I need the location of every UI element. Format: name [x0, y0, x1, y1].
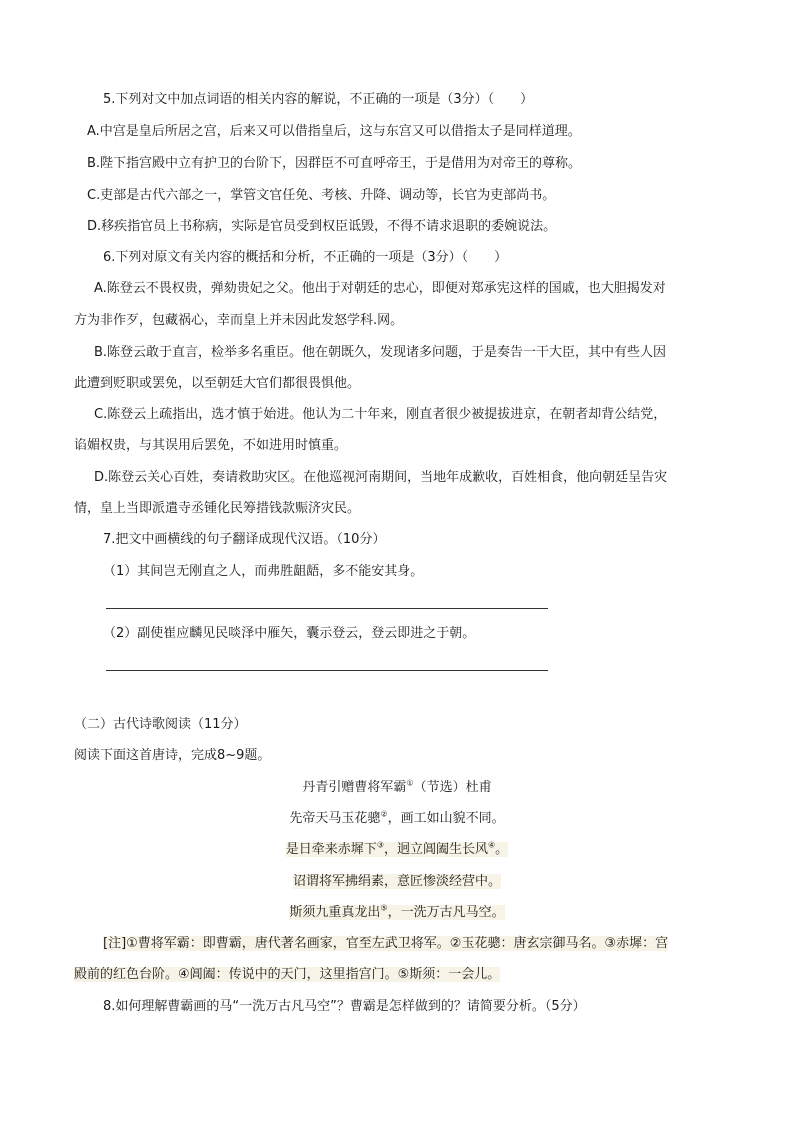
answer-line-1 — [106, 608, 548, 609]
q6-option-d-line2: 情，皇上当即派遣寺丞锺化民筹措钱款赈济灾民。 — [74, 501, 361, 516]
q7-sentence-2: （2）副使崔应麟见民啖泽中雁矢，囊示登云，登云即进之于朝。 — [103, 626, 476, 641]
poem-line-1-a: 先帝天马玉花骢 — [289, 811, 381, 826]
poem-line-3 — [0, 873, 794, 891]
poem-line-2-a: 是日牵来赤墀下 — [285, 842, 377, 857]
answer-line-2 — [106, 670, 548, 671]
poem-line-2-c: 。 — [495, 842, 509, 857]
section-heading: （二）古代诗歌阅读（11分） — [74, 717, 247, 732]
note-line-1-text: [注]①曹将军霸：即曹霸，唐代著名画家，官至左武卫将军。②玉花骢：唐玄宗御马名。③赤墀：宫 — [103, 936, 669, 951]
q6-stem: 6.下列对原文有关内容的概括和分析，不正确的一项是（3分）（ ） — [103, 250, 508, 265]
q7-sentence-1: （1）其间岂无刚直之人，而弗胜龃龉，多不能安其身。 — [103, 564, 424, 579]
note-line-2 — [74, 966, 500, 984]
poem-line-4 — [0, 904, 794, 922]
footnote-marker-4: ④ — [488, 840, 496, 850]
footnote-marker-3: ③ — [376, 840, 384, 850]
q5-option-c: C.吏部是古代六部之一，掌管文官任免、考核、升降、调动等，长官为吏部尚书。 — [87, 188, 556, 203]
q5-option-b: B.陛下指宫殿中立有护卫的台阶下，因群臣不可直呼帝王，于是借用为对帝王的尊称。 — [87, 156, 582, 171]
q6-option-d-line1: D.陈登云关心百姓，奏请救助灾区。在他巡视河南期间，当地年成歉收，百姓相食，他向朝廷呈告灾 — [94, 470, 668, 485]
q8-stem: 8.如何理解曹霸画的马“一洗万古凡马空”？曹霸是怎样做到的？请简要分析。（5分） — [103, 999, 586, 1014]
poem-line-4-a: 斯须九重真龙出 — [289, 905, 381, 920]
note-line-2-text: 殿前的红色台阶。④阊阖：传说中的天门，这里指宫门。⑤斯须：一会儿。 — [74, 967, 501, 982]
poem-line-2 — [0, 841, 794, 859]
q6-option-c-line2: 谄媚权贵，与其误用后罢免，不如进用时慎重。 — [74, 438, 348, 453]
q6-option-a-line1: A.陈登云不畏权贵，弹劾贵妃之父。他出于对朝廷的忠心，即便对郑承宪这样的国戚，也大胆揭发对 — [94, 281, 666, 296]
poem-line-4-b: ，一洗万古凡马空。 — [387, 905, 505, 920]
note-line-1 — [103, 935, 668, 953]
q6-option-a-line2: 方为非作歹，包藏祸心，幸而皇上并未因此发怒学科.网。 — [74, 313, 404, 328]
q5-stem: 5.下列对文中加点词语的相关内容的解说，不正确的一项是（3分）（ ） — [103, 92, 534, 107]
poem-line-1-b: ，画工如山貌不同。 — [387, 811, 505, 826]
footnote-marker-1: ① — [406, 778, 414, 788]
poem-line-2-b: ，迥立阊阖生长风 — [383, 842, 488, 857]
q7-stem: 7.把文中画横线的句子翻译成现代汉语。（10分） — [103, 532, 386, 547]
poem-line-1 — [0, 810, 794, 828]
footnote-marker-5: ⑤ — [380, 903, 388, 913]
q5-option-a: A.中宫是皇后所居之宫，后来又可以借指皇后，这与东宫又可以借指太子是同样道理。 — [87, 124, 581, 139]
q6-option-b-line2: 此遭到贬职或罢免，以至朝廷大官们都很畏惧他。 — [74, 376, 361, 391]
q6-option-c-line1: C.陈登云上疏指出，选才慎于始进。他认为二十年来，刚直者很少被提拔进京，在朝者却背公结党， — [94, 407, 667, 422]
q6-option-b-line1: B.陈登云敢于直言，检举多名重臣。他在朝既久，发现诸多问题，于是奏告一干大臣，其中有些人因 — [94, 345, 667, 360]
poem-title — [0, 779, 794, 797]
poem-title-main: 丹青引赠曹将军霸 — [302, 780, 407, 795]
footnote-marker-2: ② — [380, 809, 388, 819]
poem-title-author: （节选）杜甫 — [413, 780, 492, 795]
poem-line-3-text: 诏谓将军拂绢素，意匠惨淡经营中。 — [292, 874, 501, 889]
q5-option-d: D.移疾指官员上书称病，实际是官员受到权臣诋毁，不得不请求退职的委婉说法。 — [87, 219, 557, 234]
section-intro: 阅读下面这首唐诗，完成8~9题。 — [74, 748, 271, 763]
